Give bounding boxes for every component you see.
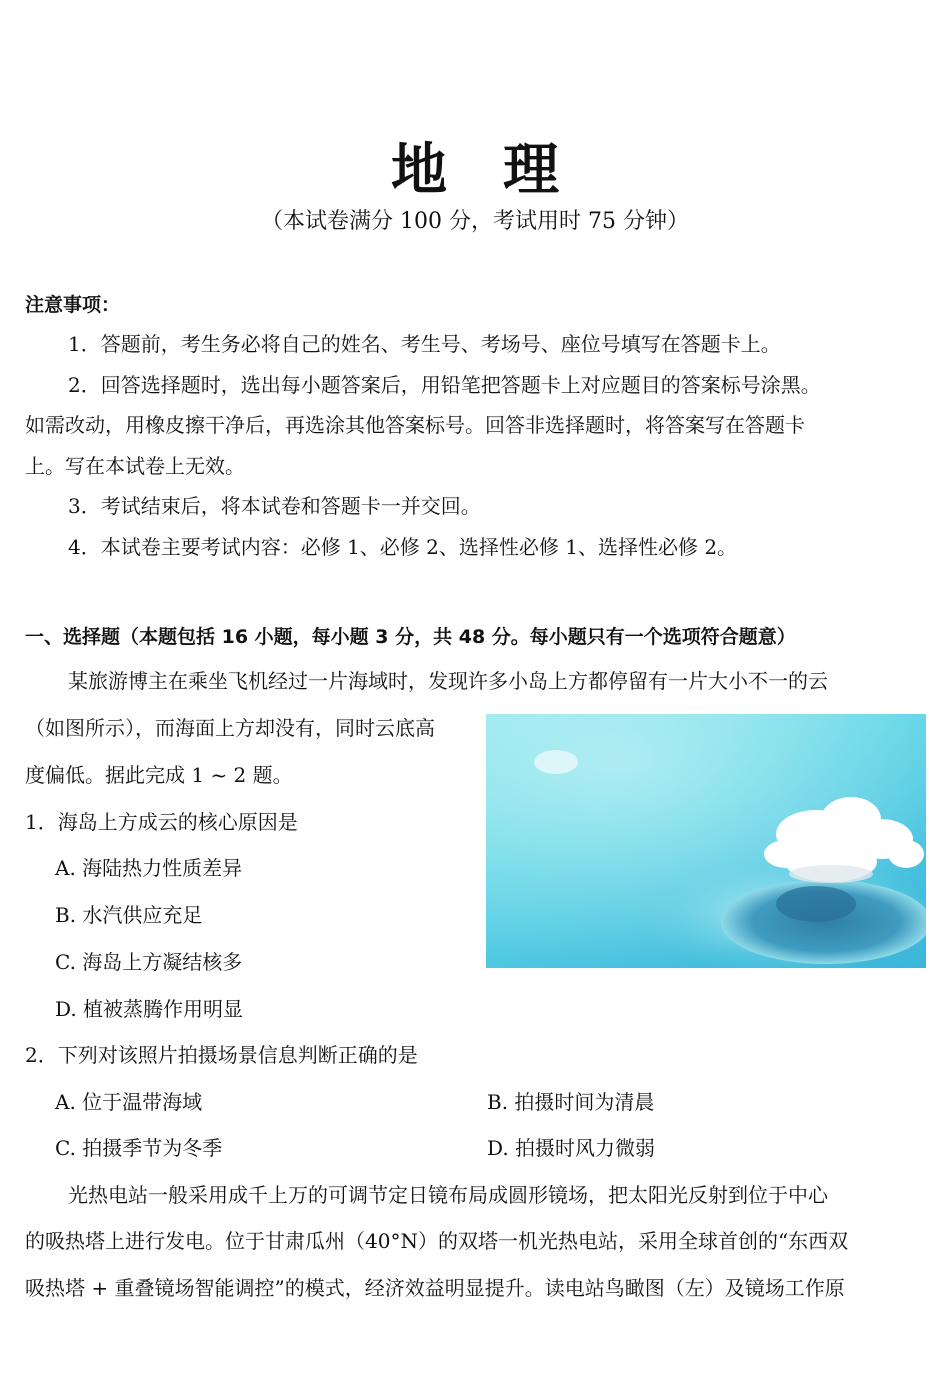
q2-option-d: D. 拍摄时风力微弱 <box>487 1136 656 1160</box>
q1-option-d: D. 植被蒸腾作用明显 <box>55 997 244 1021</box>
notice-item-2-line-1: 2．回答选择题时，选出每小题答案后，用铅笔把答题卡上对应题目的答案标号涂黑。 <box>68 373 821 397</box>
notice-item-3: 3．考试结束后，将本试卷和答题卡一并交回。 <box>68 494 481 518</box>
q2-option-a: A. 位于温带海域 <box>55 1090 203 1114</box>
title-char-1: 地 <box>391 137 447 203</box>
q1-option-b: B. 水汽供应充足 <box>55 903 203 927</box>
page-title <box>0 126 950 206</box>
passage-2-line-2: 的吸热塔上进行发电。位于甘肃瓜州（40°N）的双塔一机光热电站，采用全球首创的“东西双 <box>25 1229 849 1253</box>
island-cloud-photo <box>486 714 926 968</box>
notice-item-1: 1．答题前，考生务必将自己的姓名、考生号、考场号、座位号填写在答题卡上。 <box>68 332 781 356</box>
question-2-stem: 2．下列对该照片拍摄场景信息判断正确的是 <box>25 1043 418 1067</box>
notice-item-4: 4．本试卷主要考试内容：必修 1、必修 2、选择性必修 1、选择性必修 2。 <box>68 535 738 559</box>
notice-heading: 注意事项： <box>25 294 121 316</box>
passage-2-line-1: 光热电站一般采用成千上万的可调节定日镜布局成圆形镜场，把太阳光反射到位于中心 <box>68 1183 828 1207</box>
intro-line-3: 度偏低。据此完成 1 ~ 2 题。 <box>25 763 293 787</box>
question-1-stem: 1．海岛上方成云的核心原因是 <box>25 810 298 834</box>
passage-2-line-3: 吸热塔 + 重叠镜场智能调控”的模式，经济效益明显提升。读电站鸟瞰图（左）及镜场工作原 <box>25 1276 845 1300</box>
q1-option-a: A. 海陆热力性质差异 <box>55 856 243 880</box>
notice-item-2-line-3: 上。写在本试卷上无效。 <box>25 454 245 478</box>
q2-option-b: B. 拍摄时间为清晨 <box>487 1090 655 1114</box>
q2-option-c: C. 拍摄季节为冬季 <box>55 1136 223 1160</box>
notice-item-2-line-2: 如需改动，用橡皮擦干净后，再选涂其他答案标号。回答非选择题时，将答案写在答题卡 <box>25 413 805 437</box>
intro-line-2: （如图所示），而海面上方却没有，同时云底高 <box>25 716 435 740</box>
title-char-2: 理 <box>503 137 559 203</box>
intro-line-1: 某旅游博主在乘坐飞机经过一片海域时，发现许多小岛上方都停留有一片大小不一的云 <box>68 669 828 693</box>
q1-option-c: C. 海岛上方凝结核多 <box>55 950 243 974</box>
exam-subtitle: （本试卷满分 100 分，考试用时 75 分钟） <box>261 209 689 234</box>
section-heading: 一、选择题（本题包括 16 小题，每小题 3 分，共 48 分。每小题只有一个选项符合题意） <box>25 626 796 648</box>
